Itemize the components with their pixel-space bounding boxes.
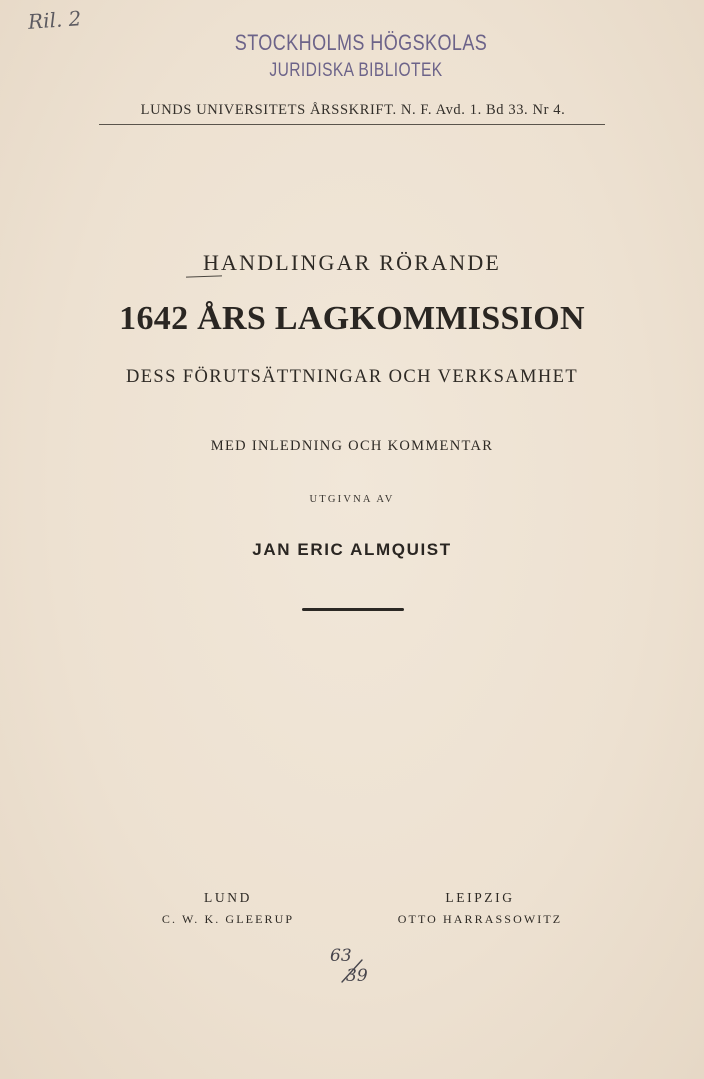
library-stamp-line-2: JURIDISKA BIBLIOTEK bbox=[269, 60, 443, 81]
ornamental-rule bbox=[302, 608, 404, 611]
series-header: LUNDS UNIVERSITETS ÅRSSKRIFT. N. F. Avd. 1. Bd 33. Nr 4. bbox=[140, 102, 566, 118]
header-rule bbox=[99, 124, 605, 125]
imprint-lund bbox=[128, 890, 328, 927]
shelf-mark-denominator: 39 bbox=[346, 966, 368, 986]
intro-note: MED INLEDNING OCH KOMMENTAR bbox=[210, 438, 494, 454]
main-title: 1642 ÅRS LAGKOMMISSION bbox=[119, 300, 585, 337]
pencil-underline bbox=[186, 275, 222, 277]
imprint-city: LUND bbox=[204, 890, 252, 905]
imprint-leipzig bbox=[380, 890, 580, 927]
subtitle: DESS FÖRUTSÄTTNINGAR OCH VERKSAMHET bbox=[125, 367, 579, 387]
imprint-publisher: OTTO HARRASSOWITZ bbox=[397, 912, 563, 926]
title-line-1: HANDLINGAR RÖRANDE bbox=[202, 250, 502, 275]
shelf-mark-numerator: 63 bbox=[330, 946, 352, 966]
library-stamp-line-1: STOCKHOLMS HÖGSKOLAS bbox=[234, 30, 488, 55]
imprint-publisher: C. W. K. GLEERUP bbox=[161, 912, 295, 926]
imprint-city: LEIPZIG bbox=[445, 890, 515, 905]
author-name: JAN ERIC ALMQUIST bbox=[252, 540, 452, 559]
edited-by-label: UTGIVNA AV bbox=[309, 494, 395, 505]
handwritten-shelf-note: Ril. 2 bbox=[27, 6, 83, 34]
